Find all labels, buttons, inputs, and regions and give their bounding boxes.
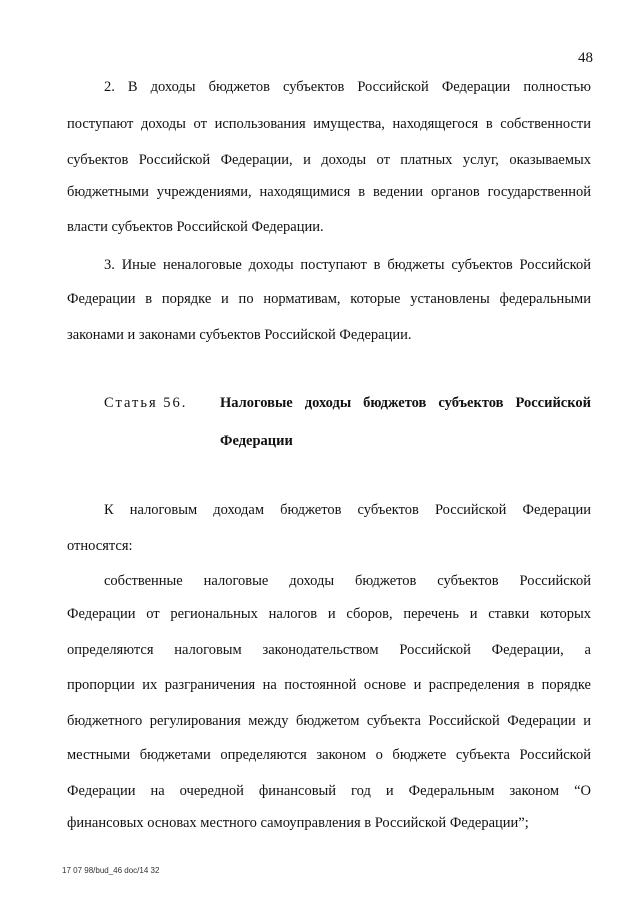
item-1-line-8: финансовых основах местного самоуправления в Российской Федерации”; (67, 815, 529, 831)
article-label: Статья 56. (104, 395, 188, 411)
paragraph-3-line-1: 3. Иные неналоговые доходы поступают в бюджеты субъектов Российской (104, 257, 591, 273)
intro-line-2: относятся: (67, 538, 133, 554)
paragraph-3-line-3: законами и законами субъектов Российской Федерации. (67, 327, 412, 343)
paragraph-2-line-2: поступают доходы от использования имущества, находящегося в собственности (67, 116, 591, 132)
item-1-line-5: бюджетного регулирования между бюджетом субъекта Российской Федерации и (67, 713, 591, 729)
footer-file-info: 17 07 98/bud_46 doc/14 32 (62, 866, 160, 875)
item-1-line-4: пропорции их разграничения на постоянной основе и распределения в порядке (67, 677, 591, 693)
item-1-line-6: местными бюджетами определяются законом о бюджете субъекта Российской (67, 747, 591, 763)
item-1-line-7: Федерации на очередной финансовый год и Федеральным законом “О (67, 783, 591, 799)
intro-line-1: К налоговым доходам бюджетов субъектов Российской Федерации (104, 502, 591, 518)
paragraph-2-line-1: 2. В доходы бюджетов субъектов Российской Федерации полностью (104, 79, 591, 95)
item-1-line-2: Федерации от региональных налогов и сборов, перечень и ставки которых (67, 606, 591, 622)
paragraph-2-line-3: субъектов Российской Федерации, и доходы от платных услуг, оказываемых (67, 152, 591, 168)
item-1-line-3: определяются налоговым законодательством Российской Федерации, а (67, 642, 591, 658)
page-number: 48 (578, 50, 593, 66)
article-title-line-1: Налоговые доходы бюджетов субъектов Российской (220, 395, 591, 411)
paragraph-2-line-4: бюджетными учреждениями, находящимися в ведении органов государственной (67, 184, 591, 200)
item-1-line-1: собственные налоговые доходы бюджетов субъектов Российской (104, 573, 591, 589)
paragraph-3-line-2: Федерации в порядке и по нормативам, которые установлены федеральными (67, 291, 591, 307)
paragraph-2-line-5: власти субъектов Российской Федерации. (67, 219, 324, 235)
article-title-line-2: Федерации (220, 433, 293, 449)
